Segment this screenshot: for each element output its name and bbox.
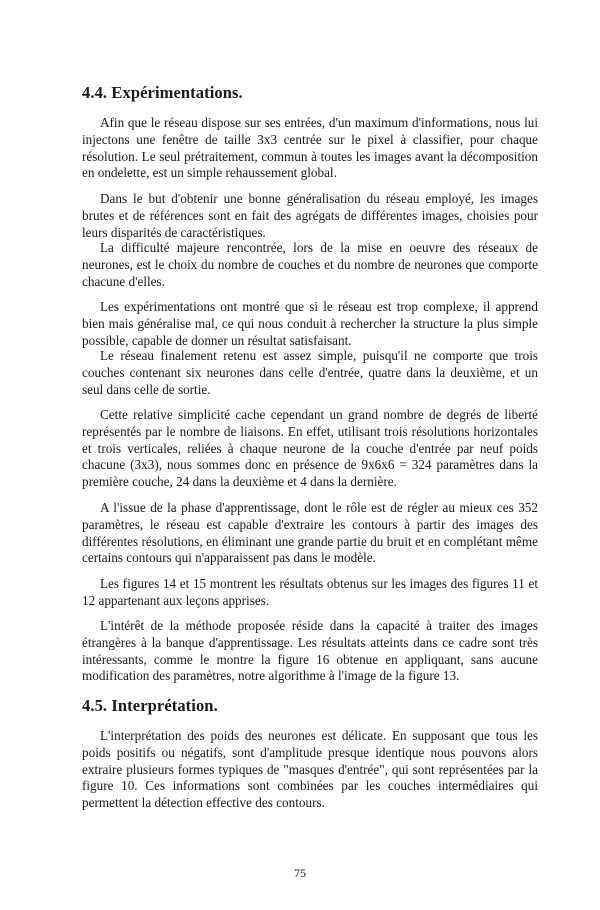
paragraph: Le réseau finalement retenu est assez simple, puisqu'il ne comporte que trois couches contenant six neurones dans celle d'entrée, quatre dans la deuxième, et un seul dans celle de sortie. (82, 348, 538, 397)
paragraph: Les figures 14 et 15 montrent les résultats obtenus sur les images des figures 11 et 12 appartenant aux leçons apprises. (82, 576, 538, 608)
section-heading-experimentations: 4.4. Expérimentations. (82, 83, 243, 102)
paragraph: L'interprétation des poids des neurones est délicate. En supposant que tous les poids positifs ou négatifs, sont d'amplitude presque identique nous pouvons alors extraire plusieurs formes typiques de "masques d'entrée", qui sont représentées par la figure 10. Ces informations sont combinées par les couches intermédiaires qui permettent la détection effective des contours. (82, 728, 538, 811)
paragraph: Afin que le réseau dispose sur ses entrées, d'un maximum d'informations, nous lui injectons une fenêtre de taille 3x3 centrée sur le pixel à classifier, pour chaque résolution. Le seul prétraitement, commun à toutes les images avant la décomposition en ondelette, est un simple rehaussement global. (82, 115, 538, 181)
section-heading-interpretation: 4.5. Interprétation. (82, 696, 218, 715)
paragraph: Cette relative simplicité cache cependant un grand nombre de degrés de liberté représentés par le nombre de liaisons. En effet, utilisant trois résolutions horizontales et trois verticales, reliées à chaque neurone de la couche d'entrée par neuf poids chacune (3x3), nous sommes donc en présence de 9x6x6 = 324 paramètres dans la première couche, 24 dans la deuxième et 4 dans la dernière. (82, 407, 538, 490)
paragraph: A l'issue de la phase d'apprentissage, dont le rôle est de régler au mieux ces 352 paramètres, le réseau est capable d'extraire les contours à partir des images des différentes résolutions, en éliminant une grande partie du bruit et en complétant même certains contours qui n'apparaissent pas dans le modèle. (82, 500, 538, 566)
paragraph: Dans le but d'obtenir une bonne généralisation du réseau employé, les images brutes et de références sont en fait des agrégats de différentes images, choisies pour leurs disparités de caractéristiques. (82, 191, 538, 240)
page-number: 75 (294, 866, 306, 880)
paragraph: Les expérimentations ont montré que si le réseau est trop complexe, il apprend bien mais généralise mal, ce qui nous conduit à rechercher la structure la plus simple possible, capable de donner un résultat satisfaisant. (82, 299, 538, 348)
paragraph: L'intérêt de la méthode proposée réside dans la capacité à traiter des images étrangères à la banque d'apprentissage. Les résultats atteints dans ce cadre sont très intéressants, comme le montre la figure 16 obtenue en appliquant, sans aucune modification des paramètres, notre algorithme à l'image de la figure 13. (82, 618, 538, 684)
paragraph: La difficulté majeure rencontrée, lors de la mise en oeuvre des réseaux de neurones, est le choix du nombre de couches et du nombre de neurones que comporte chacune d'elles. (82, 240, 538, 289)
